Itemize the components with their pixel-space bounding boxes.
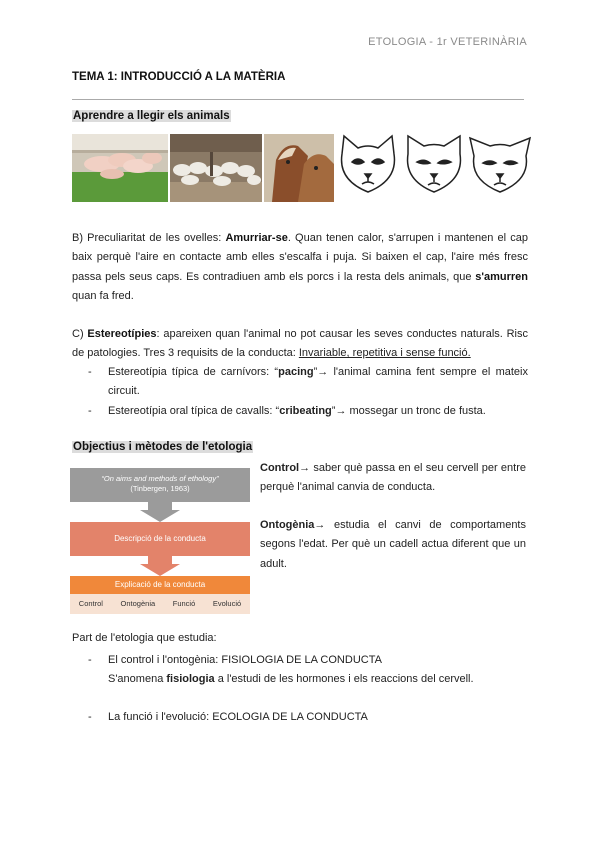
diagram-items bbox=[70, 599, 250, 608]
paragraph-stereotypies: C) Estereotípies: apareixen quan l'animal no pot causar les seves conductes naturals. Risc de patologies. Tres 3 requisits de la conducta: Invariable, repetitiva i sense funció. bbox=[72, 328, 529, 360]
ethology-methods-diagram bbox=[70, 466, 250, 614]
list-item: - Estereotípia típica de carnívors: “pacing”→ l'animal camina fent sempre el mateix circuit. bbox=[88, 363, 528, 402]
running-header: ETOLOGIA - 1r VETERINÀRIA bbox=[368, 36, 527, 48]
list-item: - La funció i l'evolució: ECOLOGIA DE LA CONDUCTA bbox=[88, 708, 528, 727]
cat-face-3-drawing bbox=[470, 138, 530, 192]
underlined-requisits: Invariable, repetitiva i sense funció. bbox=[298, 347, 471, 360]
paragraph-sheep: B) Preculiaritat de les ovelles: Amurriar-se. Quan tenen calor, s'arrupen i mantenen el cap baix perquè l'aire en contacte amb elles s'escalfa i puja. Si baixen el cap, l'aire més fresc passa pels seus caps. Es contradiuen amb els porcs i la resta dels animals, que s'amurren quan fa fred. bbox=[72, 232, 529, 302]
divider bbox=[72, 99, 524, 100]
section-heading-read-animals: Aprendre a llegir els animals bbox=[73, 110, 230, 122]
stereotypy-list bbox=[88, 363, 528, 421]
part-list-1 bbox=[88, 651, 528, 690]
diagram-middle-box: Descripció de la conducta bbox=[114, 534, 206, 543]
part-intro: Part de l'etologia que estudia: bbox=[72, 632, 217, 644]
page-title: TEMA 1: INTRODUCCIÓ A LA MATÈRIA bbox=[72, 71, 286, 83]
diagram-top-box: “On aims and methods of ethology” (Tinbergen, 1963) bbox=[101, 474, 219, 493]
term-estereotipies: Estereotípies bbox=[87, 328, 157, 340]
cat-faces-drawings bbox=[336, 134, 532, 202]
pigs-in-pen-photo bbox=[72, 134, 168, 202]
list-item: - El control i l'ontogènia: FISIOLOGIA DE LA CONDUCTA S'anomena fisiologia a l'estudi de les hormones i els reaccions del cervell. bbox=[88, 651, 528, 690]
animal-photo-strip bbox=[72, 134, 532, 202]
diagram-item-ontogenia: Ontogènia bbox=[120, 599, 156, 608]
list-item: - Estereotípia oral típica de cavalls: “cribeating”→ mossegar un tronc de fusta. bbox=[88, 402, 528, 421]
diagram-item-control: Control bbox=[78, 599, 103, 608]
diagram-item-evolucio: Evolució bbox=[212, 599, 242, 608]
cat-face-1-drawing bbox=[342, 136, 395, 192]
section-heading-objectives: Objectius i mètodes de l'etologia bbox=[73, 441, 253, 453]
term-amurriar: Amurriar-se bbox=[225, 232, 288, 244]
term-amurren: s'amurren bbox=[475, 270, 528, 283]
ontogenia-definition: Ontogènia→ estudia el canvi de comportaments segons l'edat. Per què un cadell actua diferent que un adult. bbox=[260, 519, 526, 570]
diagram-bottom-box: Explicació de la conducta bbox=[114, 580, 206, 589]
control-definition: Control→ saber què passa en el seu cervell per entre perquè l'animal canvia de conducta. bbox=[260, 462, 526, 494]
horses-photo bbox=[264, 134, 334, 202]
part-list-2 bbox=[88, 708, 528, 727]
cat-face-2-drawing bbox=[408, 136, 461, 192]
diagram-item-funcio: Funció bbox=[172, 599, 196, 608]
sheep-flock-photo bbox=[170, 134, 262, 202]
